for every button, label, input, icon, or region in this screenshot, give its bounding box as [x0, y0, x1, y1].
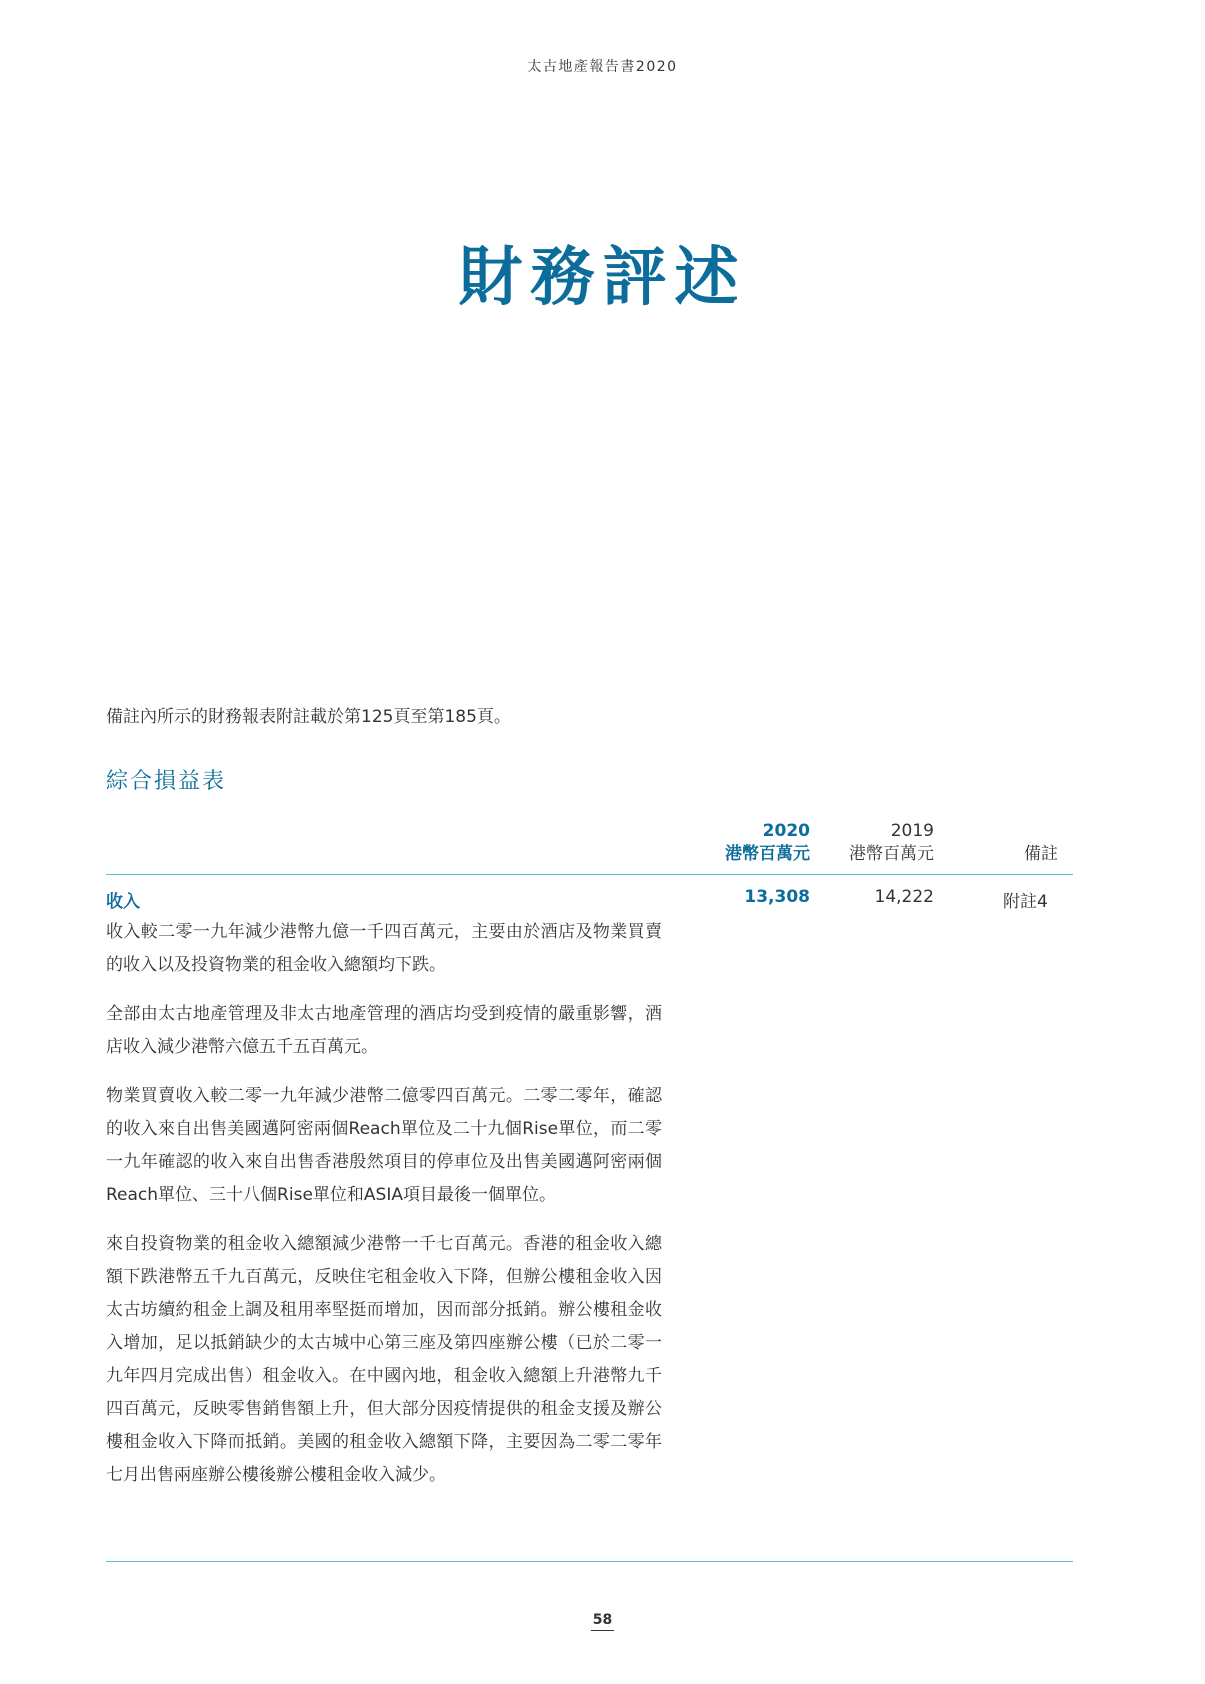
paragraph: 收入較二零一九年減少港幣九億一千四百萬元，主要由於酒店及物業買賣的收入以及投資物業的租金收入總額均下跌。 — [106, 922, 662, 975]
column-note-label: 備註 — [1024, 844, 1058, 864]
table-top-rule — [106, 874, 1073, 875]
paragraph: 物業買賣收入較二零一九年減少港幣二億零四百萬元。二零二零年，確認的收入來自出售美國邁阿密兩個Reach單位及二十九個Rise單位，而二零一九年確認的收入來自出售香港殷然項目的停車位及出售美國邁阿密兩個Reach單位、三十八個Rise單位和ASIA項目最後一個單位。 — [106, 1086, 662, 1205]
page-number-value: 58 — [591, 1612, 614, 1631]
section-title: 綜合損益表 — [106, 769, 227, 794]
column-header-note — [960, 843, 1058, 866]
row-value-2020: 13,308 — [744, 887, 810, 907]
paragraph: 全部由太古地產管理及非太古地產管理的酒店均受到疫情的嚴重影響，酒店收入減少港幣六億五千五百萬元。 — [106, 1004, 662, 1057]
column-header-2020 — [690, 820, 810, 866]
column-year-2020: 2020 — [762, 821, 810, 841]
row-note-reference: 附註4 — [1003, 892, 1048, 912]
running-header: 太古地產報告書2020 — [527, 59, 678, 75]
revenue-commentary — [106, 916, 662, 1508]
column-unit-2020: 港幣百萬元 — [725, 844, 810, 864]
notes-reference: 備註內所示的財務報表附註載於第125頁至第185頁。 — [106, 707, 511, 727]
table-bottom-rule — [106, 1561, 1073, 1562]
paragraph: 來自投資物業的租金收入總額減少港幣一千七百萬元。香港的租金收入總額下跌港幣五千九百萬元，反映住宅租金收入下降，但辦公樓租金收入因太古坊續約租金上調及租用率堅挺而增加，因而部分抵銷。辦公樓租金收入增加，足以抵銷缺少的太古城中心第三座及第四座辦公樓（已於二零一九年四月完成出售）租金收入。在中國內地，租金收入總額上升港幣九千四百萬元，反映零售銷售額上升，但大部分因疫情提供的租金支援及辦公樓租金收入下降而抵銷。美國的租金收入總額下降，主要因為二零二零年七月出售兩座辦公樓後辦公樓租金收入減少。 — [106, 1234, 662, 1485]
page-number — [0, 1612, 1205, 1631]
column-header-2019 — [810, 820, 934, 866]
row-label-revenue: 收入 — [106, 892, 140, 912]
column-unit-2019: 港幣百萬元 — [849, 844, 934, 864]
row-value-2019: 14,222 — [874, 887, 934, 907]
column-year-2019: 2019 — [890, 821, 934, 841]
page-title: 財務評述 — [458, 241, 747, 315]
